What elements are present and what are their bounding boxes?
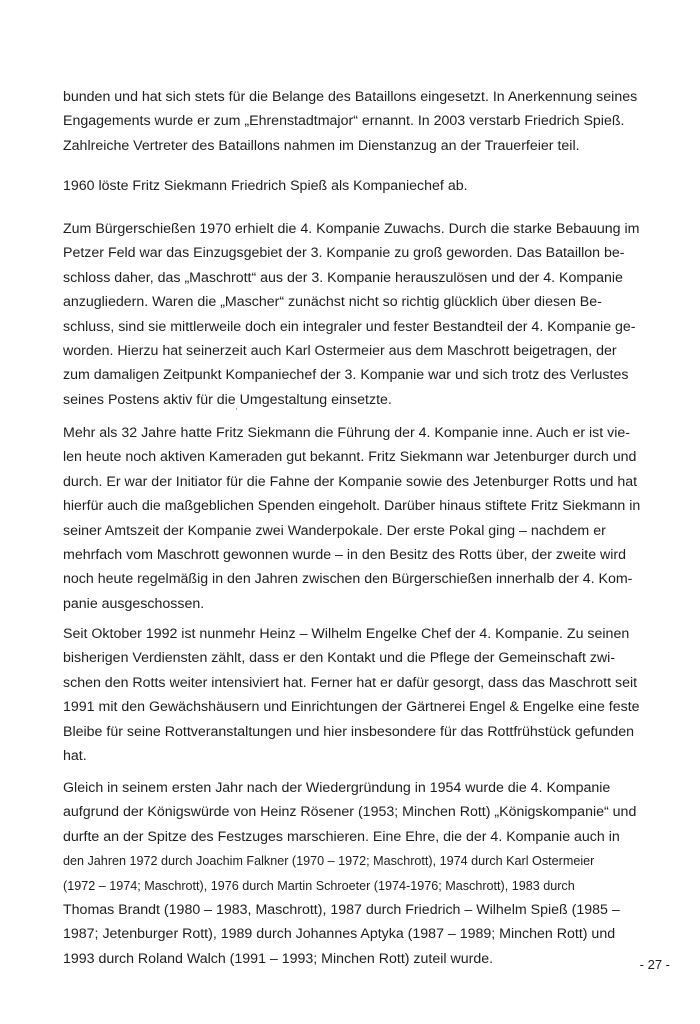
text-line: Petzer Feld war das Einzugsgebiet der 3. Kompanie zu groß geworden. Das Bataillon be- [63, 245, 625, 262]
text-line: bisherigen Verdiensten zählt, dass er den Kontakt und die Pflege der Gemeinschaft zwi- [63, 650, 616, 667]
text-line: hierfür auch die maßgeblichen Spenden eingeholt. Darüber hinaus stiftete Fritz Siekmann in [63, 498, 641, 515]
text-line: mehrfach vom Maschrott gewonnen wurde – in den Besitz des Rotts über, der zweite wird [63, 546, 627, 563]
paragraph-5 [63, 622, 663, 768]
scan-speck [236, 408, 237, 410]
text-line: 1987; Jetenburger Rott), 1989 durch Johannes Aptyka (1987 – 1989; Minchen Rott) und [63, 926, 616, 943]
text-line: Engagements wurde er zum „Ehrenstadtmajor“ ernannt. In 2003 verstarb Friedrich Spieß. [63, 113, 625, 130]
paragraph-3 [63, 217, 663, 412]
text-line: Zahlreiche Vertreter des Bataillons nahmen im Dienstanzug an der Trauerfeier teil. [63, 137, 580, 154]
text-line: Seit Oktober 1992 ist nunmehr Heinz – Wilhelm Engelke Chef der 4. Kompanie. Zu seinen [63, 626, 630, 642]
text-line: Gleich in seinem ersten Jahr nach der Wiedergründung in 1954 wurde die 4. Kompanie [63, 780, 611, 796]
text-line: noch heute regelmäßig in den Jahren zwischen den Bürgerschießen innerhalb der 4. Kom- [63, 571, 633, 588]
text-line: schen den Rotts weiter intensiviert hat. Ferner hat er dafür gesorgt, dass das Maschrott seit [63, 674, 638, 691]
text-line: 1993 durch Roland Walch (1991 – 1993; Minchen Rott) zuteil wurde. [63, 950, 494, 967]
text-line: hat. [63, 747, 87, 764]
text-line: Zum Bürgerschießen 1970 erhielt die 4. Kompanie Zuwachs. Durch die starke Bebauung im [63, 221, 640, 237]
text-line: seines Postens aktiv für die Umgestaltung einsetzte. [63, 391, 392, 408]
paragraph-2 [63, 174, 663, 198]
text-line: aufgrund der Königswürde von Heinz Rösener (1953; Minchen Rott) „Königskompanie“ und [63, 804, 637, 821]
text-line: Thomas Brandt (1980 – 1983, Maschrott), 1987 durch Friedrich – Wilhelm Spieß (1985 – [63, 901, 620, 918]
text-line: bunden und hat sich stets für die Belange des Bataillons eingesetzt. In Anerkennung seines [63, 89, 638, 105]
text-line: durfte an der Spitze des Festzuges marschieren. Eine Ehre, die der 4. Kompanie auch in [63, 828, 620, 845]
text-line: len heute noch aktiven Kameraden gut bekannt. Fritz Siekmann war Jetenburger durch und [63, 449, 637, 466]
text-line: panie ausgeschossen. [63, 595, 205, 612]
paragraph-6 [63, 776, 663, 971]
text-line: 1991 mit den Gewächshäusern und Einrichtungen der Gärtnerei Engel & Engelke eine feste [63, 699, 640, 716]
text-line: zum damaligen Zeitpunkt Kompaniechef der 3. Kompanie war und sich trotz des Verlustes [63, 367, 629, 384]
text-line: worden. Hierzu hat seinerzeit auch Karl Ostermeier aus dem Maschrott beigetragen, der [63, 342, 617, 359]
paragraph-1 [63, 85, 663, 158]
text-line: den Jahren 1972 durch Joachim Falkner (1970 – 1972; Maschrott), 1974 durch Karl Ostermeier [63, 854, 595, 869]
page-number: - 27 - [639, 957, 670, 972]
text-line: seiner Amtszeit der Kompanie zwei Wanderpokale. Der erste Pokal ging – nachdem er [63, 522, 606, 539]
text-line: anzugliedern. Waren die „Mascher“ zunächst nicht so richtig glücklich über diesen Be- [63, 294, 602, 311]
text-line: schloss daher, das „Maschrott“ aus der 3. Kompanie herauszulösen und der 4. Kompanie [63, 269, 623, 286]
text-line: durch. Er war der Initiator für die Fahne der Kompanie sowie des Jetenburger Rotts und hat [63, 473, 638, 490]
text-line: 1960 löste Fritz Siekmann Friedrich Spieß als Kompaniechef ab. [63, 178, 468, 194]
paragraph-4 [63, 421, 663, 616]
text-line: (1972 – 1974; Maschrott), 1976 durch Martin Schroeter (1974-1976; Maschrott), 1983 durch [63, 878, 575, 893]
text-line: Mehr als 32 Jahre hatte Fritz Siekmann die Führung der 4. Kompanie inne. Auch er ist vie- [63, 425, 631, 441]
text-line: schluss, sind sie mittlerweile doch ein integraler und fester Bestandteil der 4. Kompanie ge- [63, 318, 636, 335]
text-line: Bleibe für seine Rottveranstaltungen und hier insbesondere für das Rottfrühstück gefunden [63, 723, 635, 740]
